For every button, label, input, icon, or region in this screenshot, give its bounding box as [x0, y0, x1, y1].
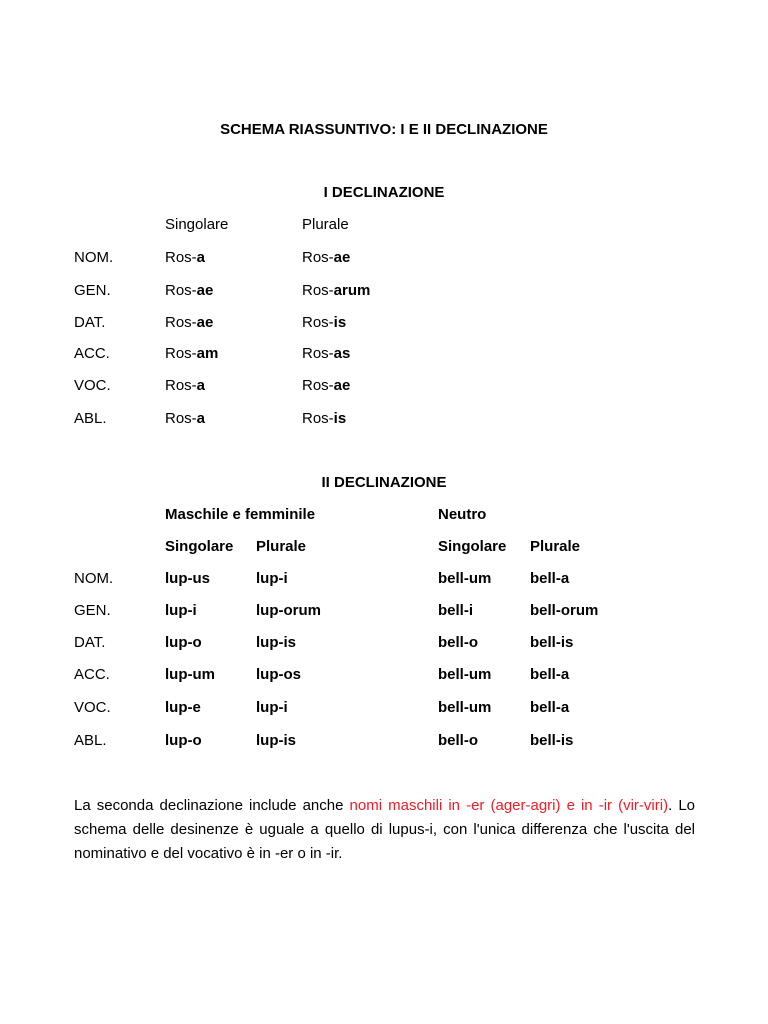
second-n-singular: bell-um — [438, 570, 492, 587]
second-n-singular: bell-o — [438, 732, 478, 749]
second-case-label: GEN. — [74, 602, 111, 619]
first-case-label: ABL. — [74, 410, 107, 427]
second-col-singolare-mf: Singolare — [165, 538, 234, 555]
first-plural-form: Ros-ae — [302, 377, 351, 394]
second-n-plural: bell-a — [530, 570, 570, 587]
second-col-plurale-n: Plurale — [530, 538, 581, 555]
second-mf-singular: lup-i — [165, 602, 197, 619]
second-n-singular: bell-i — [438, 602, 474, 619]
first-col-plurale: Plurale — [302, 216, 349, 233]
first-plural-form: Ros-arum — [302, 282, 371, 299]
first-singular-form: Ros-a — [165, 249, 206, 266]
second-case-label: VOC. — [74, 699, 111, 716]
second-n-singular: bell-um — [438, 666, 492, 683]
second-mf-plural: lup-orum — [256, 602, 321, 619]
second-n-plural: bell-a — [530, 699, 570, 716]
first-declension-heading: I DECLINAZIONE — [323, 184, 445, 201]
first-singular-form: Ros-ae — [165, 282, 214, 299]
first-singular-form: Ros-a — [165, 410, 206, 427]
second-case-label: ABL. — [74, 732, 107, 749]
second-n-plural: bell-orum — [530, 602, 599, 619]
note-text-end: . Lo schema delle desinenze è uguale a quello di lupus-i, con l'unica differenza che l'uscita del nominativo e del vocativo è in -er o in -ir. — [74, 797, 696, 862]
second-group-neuter: Neutro — [438, 506, 487, 523]
first-singular-form: Ros-ae — [165, 314, 214, 331]
second-n-plural: bell-a — [530, 666, 570, 683]
second-mf-singular: lup-us — [165, 570, 210, 587]
first-plural-form: Ros-is — [302, 410, 347, 427]
first-singular-form: Ros-am — [165, 345, 219, 362]
note-highlight: nomi maschili in -er (ager-agri) e in -ir (vir-viri) — [349, 797, 669, 814]
note-text-start: La seconda declinazione include anche — [74, 797, 350, 814]
second-col-singolare-n: Singolare — [438, 538, 507, 555]
second-declension-heading: II DECLINAZIONE — [321, 474, 447, 491]
second-mf-plural: lup-is — [256, 732, 296, 749]
second-mf-plural: lup-is — [256, 634, 296, 651]
second-case-label: DAT. — [74, 634, 106, 651]
second-mf-plural: lup-os — [256, 666, 301, 683]
second-mf-singular: lup-um — [165, 666, 215, 683]
second-n-plural: bell-is — [530, 634, 574, 651]
first-case-label: VOC. — [74, 377, 111, 394]
first-case-label: GEN. — [74, 282, 111, 299]
first-col-singolare: Singolare — [165, 216, 229, 233]
second-case-label: ACC. — [74, 666, 110, 683]
first-plural-form: Ros-as — [302, 345, 351, 362]
second-mf-singular: lup-o — [165, 732, 202, 749]
second-mf-singular: lup-e — [165, 699, 201, 716]
second-n-singular: bell-o — [438, 634, 478, 651]
second-mf-plural: lup-i — [256, 570, 288, 587]
second-mf-plural: lup-i — [256, 699, 288, 716]
first-plural-form: Ros-ae — [302, 249, 351, 266]
note-paragraph — [74, 794, 695, 866]
second-n-singular: bell-um — [438, 699, 492, 716]
second-case-label: NOM. — [74, 570, 114, 587]
first-case-label: NOM. — [74, 249, 114, 266]
second-n-plural: bell-is — [530, 732, 574, 749]
first-singular-form: Ros-a — [165, 377, 206, 394]
second-col-plurale-mf: Plurale — [256, 538, 307, 555]
document-title: SCHEMA RIASSUNTIVO: I E II DECLINAZIONE — [220, 121, 548, 138]
second-mf-singular: lup-o — [165, 634, 202, 651]
first-plural-form: Ros-is — [302, 314, 347, 331]
first-case-label: ACC. — [74, 345, 110, 362]
first-case-label: DAT. — [74, 314, 106, 331]
second-group-masc-fem: Maschile e femminile — [165, 506, 316, 523]
